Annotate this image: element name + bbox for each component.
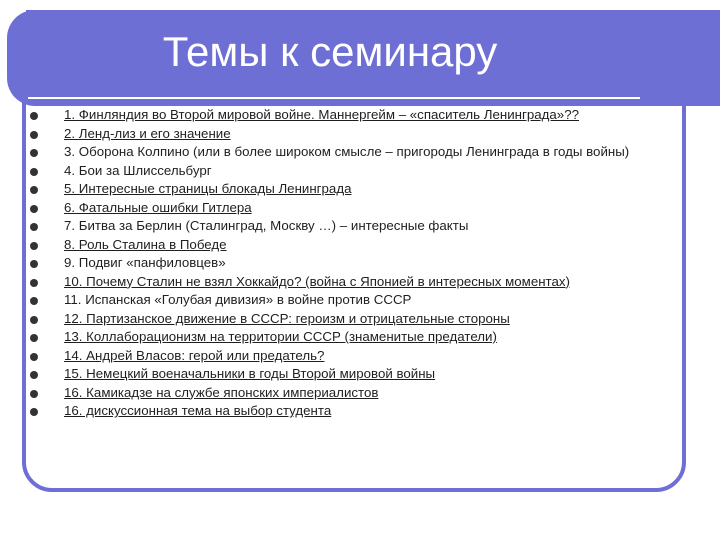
topic-item <box>28 328 668 347</box>
topic-item <box>28 273 668 292</box>
topic-list <box>28 106 668 421</box>
topic-item <box>28 125 668 144</box>
topic-item <box>28 347 668 366</box>
topic-item <box>28 310 668 329</box>
topic-text: 3. Оборона Колпино (или в более широком смысле – пригороды Ленинграда в годы войны) <box>64 144 630 159</box>
topic-text[interactable]: 16. Камикадзе на службе японских империалистов <box>64 384 379 400</box>
bullet-dot-icon <box>30 334 38 342</box>
topic-item <box>28 402 668 421</box>
topic-text[interactable]: 5. Интересные страницы блокады Ленинграда <box>64 181 352 196</box>
topic-item <box>28 162 668 181</box>
topic-text: 7. Битва за Берлин (Сталинград, Москву …) – интересные факты <box>64 218 469 233</box>
slide-title: Темы к семинару <box>162 28 498 75</box>
topic-text: 11. Испанская «Голубая дивизия» в войне против СССР <box>64 292 412 307</box>
topic-text[interactable]: 15. Немецкий военачальники в годы Второй мировой войны <box>64 366 436 381</box>
bullet-dot-icon <box>30 149 38 157</box>
topic-text[interactable]: 14. Андрей Власов: герой или предатель? <box>64 347 325 363</box>
topic-text[interactable]: 12. Партизанское движение в СССР: героизм и отрицательные стороны <box>64 310 510 326</box>
title-underline <box>28 97 640 99</box>
bullet-dot-icon <box>30 112 38 120</box>
topic-text[interactable]: 2. Ленд-лиз и его значение <box>64 125 231 141</box>
bullet-dot-icon <box>30 186 38 194</box>
topic-item <box>28 365 668 384</box>
topic-text[interactable]: 8. Роль Сталина в Победе <box>64 236 227 252</box>
bullet-dot-icon <box>30 242 38 250</box>
topic-item <box>28 384 668 403</box>
topic-item <box>28 254 668 273</box>
bullet-dot-icon <box>30 390 38 398</box>
topic-item <box>28 180 668 199</box>
topic-text: 9. Подвиг «панфиловцев» <box>64 255 226 270</box>
topic-item <box>28 236 668 255</box>
bullet-dot-icon <box>30 131 38 139</box>
topic-text[interactable]: 10. Почему Сталин не взял Хоккайдо? (война с Японией в интересных моментах) <box>64 273 570 289</box>
bullet-dot-icon <box>30 168 38 176</box>
bullet-dot-icon <box>30 205 38 213</box>
topic-item <box>28 217 668 236</box>
topic-text: 4. Бои за Шлиссельбург <box>64 162 212 178</box>
bullet-dot-icon <box>30 223 38 231</box>
bullet-dot-icon <box>30 371 38 379</box>
topic-text[interactable]: 13. Коллаборационизм на территории СССР (знаменитые предатели) <box>64 329 497 344</box>
bullet-dot-icon <box>30 279 38 287</box>
topic-item <box>28 106 668 125</box>
bullet-dot-icon <box>30 408 38 416</box>
topic-text[interactable]: 16. дискуссионная тема на выбор студента <box>64 403 332 418</box>
topic-item <box>28 143 668 162</box>
bullet-dot-icon <box>30 297 38 305</box>
bullet-dot-icon <box>30 316 38 324</box>
bullet-dot-icon <box>30 353 38 361</box>
topic-text[interactable]: 6. Фатальные ошибки Гитлера <box>64 199 252 215</box>
bullet-dot-icon <box>30 260 38 268</box>
topic-text[interactable]: 1. Финляндия во Второй мировой войне. Маннергейм – «спаситель Ленинграда»?? <box>64 107 579 122</box>
topic-item <box>28 199 668 218</box>
topic-item <box>28 291 668 310</box>
